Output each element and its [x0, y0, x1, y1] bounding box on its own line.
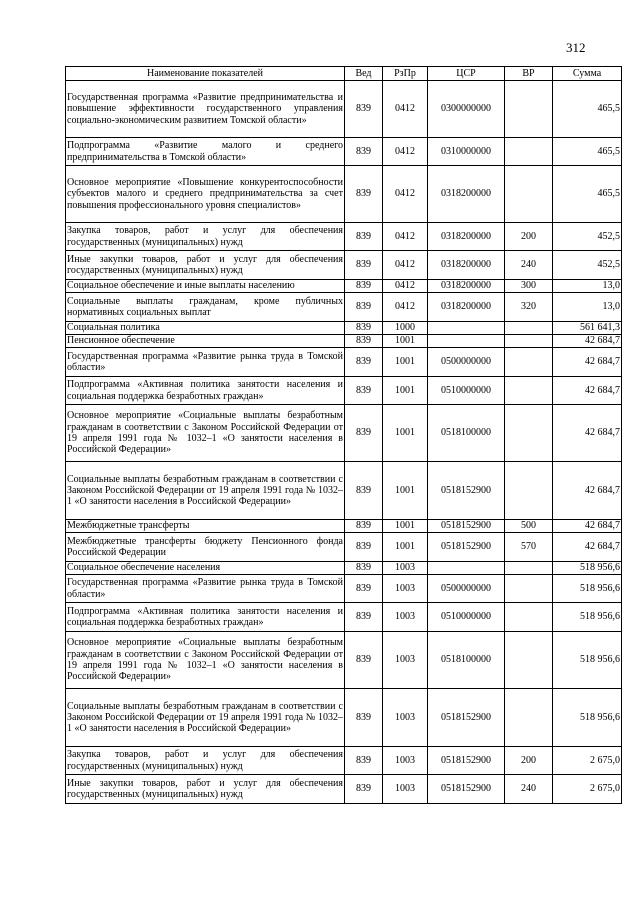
row-vr-cell — [505, 562, 553, 575]
row-vr-cell — [505, 81, 553, 138]
row-csr-cell: 0318200000 — [428, 166, 505, 223]
row-rzpr-cell: 1003 — [383, 775, 428, 804]
row-ved-cell: 839 — [345, 251, 383, 280]
row-csr-cell: 0318200000 — [428, 251, 505, 280]
row-sum-cell: 518 956,6 — [553, 603, 622, 632]
row-sum-cell: 13,0 — [553, 280, 622, 293]
row-name-cell: Социальная политика — [66, 322, 345, 335]
row-csr-cell: 0300000000 — [428, 81, 505, 138]
row-vr-cell: 240 — [505, 251, 553, 280]
column-header-rzpr: РзПр — [383, 67, 428, 81]
row-rzpr-cell: 0412 — [383, 293, 428, 322]
row-csr-cell: 0518152900 — [428, 747, 505, 775]
table-header-row — [66, 67, 622, 81]
row-sum-cell: 452,5 — [553, 251, 622, 280]
budget-table — [65, 66, 622, 804]
row-name-cell: Основное мероприятие «Социальные выплаты безработным гражданам в соответствии с Законом Российской Федерации от 19 апреля 1991 года № 1032–1 «О занятости населения в Российской Федерации» — [66, 405, 345, 462]
row-vr-cell — [505, 575, 553, 603]
table-row — [66, 462, 622, 520]
row-rzpr-cell: 1001 — [383, 533, 428, 562]
row-sum-cell: 465,5 — [553, 166, 622, 223]
row-name-cell: Социальное обеспечение и иные выплаты населению — [66, 280, 345, 293]
row-ved-cell: 839 — [345, 348, 383, 377]
row-rzpr-cell: 1003 — [383, 603, 428, 632]
row-ved-cell: 839 — [345, 747, 383, 775]
row-name-cell: Социальные выплаты гражданам, кроме публичных нормативных социальных выплат — [66, 293, 345, 322]
row-csr-cell: 0518152900 — [428, 462, 505, 520]
row-csr-cell: 0518100000 — [428, 632, 505, 689]
table-row — [66, 138, 622, 166]
row-ved-cell: 839 — [345, 603, 383, 632]
row-vr-cell — [505, 689, 553, 747]
row-ved-cell: 839 — [345, 138, 383, 166]
row-sum-cell: 42 684,7 — [553, 533, 622, 562]
row-rzpr-cell: 1001 — [383, 405, 428, 462]
row-vr-cell: 240 — [505, 775, 553, 804]
table-body — [66, 81, 622, 804]
row-csr-cell — [428, 562, 505, 575]
row-csr-cell: 0310000000 — [428, 138, 505, 166]
row-ved-cell: 839 — [345, 520, 383, 533]
row-sum-cell: 465,5 — [553, 81, 622, 138]
row-sum-cell: 13,0 — [553, 293, 622, 322]
row-rzpr-cell: 1001 — [383, 348, 428, 377]
row-csr-cell: 0518152900 — [428, 520, 505, 533]
row-ved-cell: 839 — [345, 405, 383, 462]
table-row — [66, 775, 622, 804]
row-ved-cell: 839 — [345, 81, 383, 138]
row-name-cell: Закупка товаров, работ и услуг для обеспечения государственных (муниципальных) нужд — [66, 747, 345, 775]
table-row — [66, 293, 622, 322]
row-sum-cell: 2 675,0 — [553, 747, 622, 775]
row-vr-cell: 320 — [505, 293, 553, 322]
row-vr-cell — [505, 138, 553, 166]
row-sum-cell: 452,5 — [553, 223, 622, 251]
table-row — [66, 223, 622, 251]
row-csr-cell — [428, 322, 505, 335]
row-ved-cell: 839 — [345, 575, 383, 603]
row-vr-cell — [505, 335, 553, 348]
row-name-cell: Государственная программа «Развитие рынка труда в Томской области» — [66, 575, 345, 603]
row-name-cell: Закупка товаров, работ и услуг для обеспечения государственных (муниципальных) нужд — [66, 223, 345, 251]
row-vr-cell: 570 — [505, 533, 553, 562]
table-row — [66, 377, 622, 405]
row-sum-cell: 42 684,7 — [553, 348, 622, 377]
table-row — [66, 335, 622, 348]
row-ved-cell: 839 — [345, 775, 383, 804]
table-row — [66, 747, 622, 775]
row-sum-cell: 518 956,6 — [553, 562, 622, 575]
row-name-cell: Государственная программа «Развитие рынка труда в Томской области» — [66, 348, 345, 377]
row-csr-cell: 0500000000 — [428, 348, 505, 377]
row-name-cell: Государственная программа «Развитие предпринимательства и повышение эффективности государственного управления социально-экономическим развитием Томской области» — [66, 81, 345, 138]
row-rzpr-cell: 0412 — [383, 280, 428, 293]
row-vr-cell: 300 — [505, 280, 553, 293]
row-rzpr-cell: 1003 — [383, 747, 428, 775]
row-csr-cell: 0500000000 — [428, 575, 505, 603]
row-ved-cell: 839 — [345, 166, 383, 223]
table-row — [66, 689, 622, 747]
row-name-cell: Социальные выплаты безработным гражданам в соответствии с Законом Российской Федерации от 19 апреля 1991 года № 1032–1 «О занятости населения в Российской Федерации» — [66, 689, 345, 747]
row-name-cell: Подпрограмма «Активная политика занятости населения и социальная поддержка безработных граждан» — [66, 377, 345, 405]
row-rzpr-cell: 0412 — [383, 223, 428, 251]
row-rzpr-cell: 0412 — [383, 166, 428, 223]
row-sum-cell: 518 956,6 — [553, 689, 622, 747]
row-csr-cell: 0518152900 — [428, 775, 505, 804]
column-header-sum: Сумма — [553, 67, 622, 81]
row-sum-cell: 561 641,3 — [553, 322, 622, 335]
row-sum-cell: 518 956,6 — [553, 575, 622, 603]
table-row — [66, 322, 622, 335]
row-sum-cell: 42 684,7 — [553, 462, 622, 520]
table-row — [66, 603, 622, 632]
row-rzpr-cell: 1003 — [383, 562, 428, 575]
row-name-cell: Основное мероприятие «Социальные выплаты безработным гражданам в соответствии с Законом Российской Федерации от 19 апреля 1991 года № 1032–1 «О занятости населения в Российской Федерации» — [66, 632, 345, 689]
table-row — [66, 533, 622, 562]
table-row — [66, 562, 622, 575]
row-rzpr-cell: 0412 — [383, 138, 428, 166]
column-header-name: Наименование показателей — [66, 67, 345, 81]
column-header-csr: ЦСР — [428, 67, 505, 81]
row-name-cell: Межбюджетные трансферты бюджету Пенсионного фонда Российской Федерации — [66, 533, 345, 562]
row-vr-cell — [505, 405, 553, 462]
row-rzpr-cell: 1000 — [383, 322, 428, 335]
row-ved-cell: 839 — [345, 280, 383, 293]
row-name-cell: Пенсионное обеспечение — [66, 335, 345, 348]
row-sum-cell: 2 675,0 — [553, 775, 622, 804]
table-row — [66, 520, 622, 533]
row-csr-cell: 0518100000 — [428, 405, 505, 462]
page-number: 312 — [566, 40, 586, 55]
row-name-cell: Подпрограмма «Развитие малого и среднего предпринимательства в Томской области» — [66, 138, 345, 166]
row-ved-cell: 839 — [345, 689, 383, 747]
row-sum-cell: 518 956,6 — [553, 632, 622, 689]
row-vr-cell: 500 — [505, 520, 553, 533]
row-name-cell: Иные закупки товаров, работ и услуг для обеспечения государственных (муниципальных) нужд — [66, 775, 345, 804]
table-row — [66, 575, 622, 603]
row-ved-cell: 839 — [345, 632, 383, 689]
row-name-cell: Иные закупки товаров, работ и услуг для обеспечения государственных (муниципальных) нужд — [66, 251, 345, 280]
row-csr-cell: 0318200000 — [428, 293, 505, 322]
row-ved-cell: 839 — [345, 223, 383, 251]
row-rzpr-cell: 1003 — [383, 632, 428, 689]
row-rzpr-cell: 1003 — [383, 689, 428, 747]
row-csr-cell: 0318200000 — [428, 223, 505, 251]
row-csr-cell — [428, 335, 505, 348]
row-ved-cell: 839 — [345, 562, 383, 575]
row-ved-cell: 839 — [345, 377, 383, 405]
row-ved-cell: 839 — [345, 533, 383, 562]
row-rzpr-cell: 0412 — [383, 251, 428, 280]
row-rzpr-cell: 1001 — [383, 377, 428, 405]
row-name-cell: Основное мероприятие «Повышение конкурентоспособности субъектов малого и среднего предпринимательства за счет повышения профессионального уровня специалистов» — [66, 166, 345, 223]
table-row — [66, 166, 622, 223]
row-name-cell: Социальные выплаты безработным гражданам в соответствии с Законом Российской Федерации от 19 апреля 1991 года № 1032–1 «О занятости населения в Российской Федерации» — [66, 462, 345, 520]
row-ved-cell: 839 — [345, 293, 383, 322]
row-vr-cell — [505, 348, 553, 377]
row-name-cell: Социальное обеспечение населения — [66, 562, 345, 575]
row-vr-cell — [505, 462, 553, 520]
row-sum-cell: 42 684,7 — [553, 377, 622, 405]
row-csr-cell: 0318200000 — [428, 280, 505, 293]
table-row — [66, 280, 622, 293]
row-vr-cell — [505, 632, 553, 689]
row-vr-cell — [505, 322, 553, 335]
table-row — [66, 405, 622, 462]
table-row — [66, 632, 622, 689]
row-sum-cell: 42 684,7 — [553, 520, 622, 533]
column-header-ved: Вед — [345, 67, 383, 81]
row-ved-cell: 839 — [345, 335, 383, 348]
row-rzpr-cell: 1001 — [383, 520, 428, 533]
row-rzpr-cell: 0412 — [383, 81, 428, 138]
row-name-cell: Подпрограмма «Активная политика занятости населения и социальная поддержка безработных граждан» — [66, 603, 345, 632]
row-rzpr-cell: 1001 — [383, 462, 428, 520]
row-rzpr-cell: 1003 — [383, 575, 428, 603]
column-header-vr: ВР — [505, 67, 553, 81]
row-csr-cell: 0510000000 — [428, 377, 505, 405]
row-csr-cell: 0518152900 — [428, 533, 505, 562]
row-name-cell: Межбюджетные трансферты — [66, 520, 345, 533]
row-csr-cell: 0510000000 — [428, 603, 505, 632]
row-vr-cell: 200 — [505, 223, 553, 251]
row-vr-cell: 200 — [505, 747, 553, 775]
table-row — [66, 81, 622, 138]
row-sum-cell: 42 684,7 — [553, 335, 622, 348]
row-ved-cell: 839 — [345, 322, 383, 335]
row-sum-cell: 465,5 — [553, 138, 622, 166]
row-sum-cell: 42 684,7 — [553, 405, 622, 462]
row-vr-cell — [505, 166, 553, 223]
row-vr-cell — [505, 603, 553, 632]
table-row — [66, 251, 622, 280]
row-ved-cell: 839 — [345, 462, 383, 520]
table-row — [66, 348, 622, 377]
row-csr-cell: 0518152900 — [428, 689, 505, 747]
row-vr-cell — [505, 377, 553, 405]
row-rzpr-cell: 1001 — [383, 335, 428, 348]
